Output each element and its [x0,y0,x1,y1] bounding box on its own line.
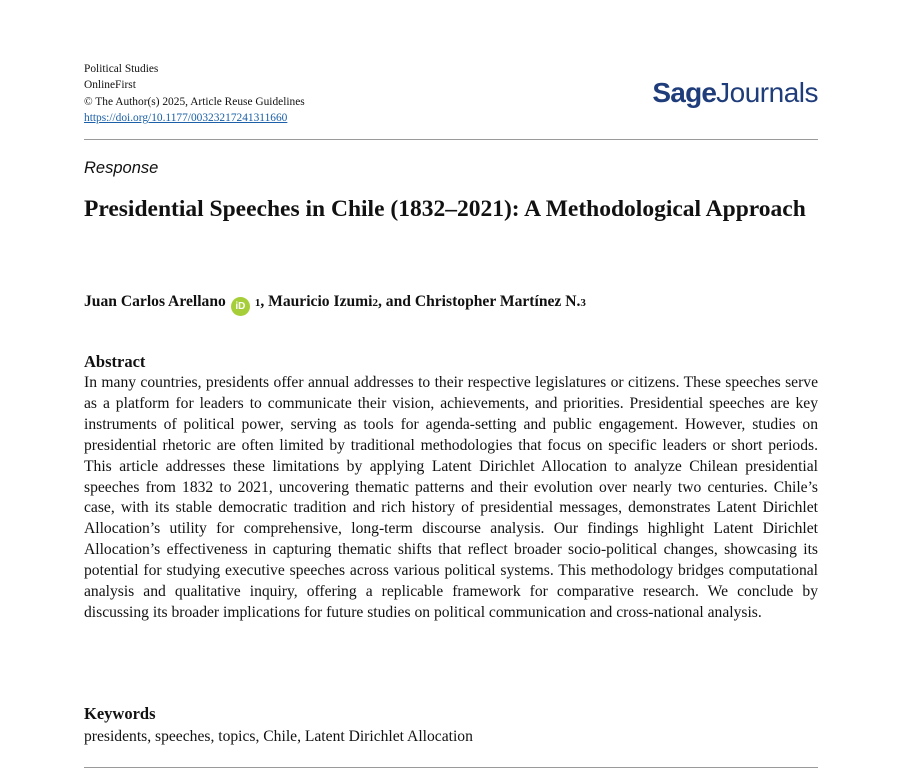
keywords-list: presidents, speeches, topics, Chile, Latent Dirichlet Allocation [84,728,473,745]
abstract-heading: Abstract [84,352,146,371]
journal-meta [84,61,305,126]
copyright-notice[interactable]: © The Author(s) 2025, Article Reuse Guidelines [84,95,305,108]
article-page [84,0,818,780]
brand-secondary: Journals [716,77,818,108]
journal-name: Political Studies [84,63,159,75]
article-header [84,61,818,131]
abstract-text: In many countries, presidents offer annual addresses to their respective legislatures or citizens. These speeches serve as a platform for leaders to communicate their vision, achievements, and priorities. Presidential speeches are key instruments of political power, serving as tools for agenda-setting and public engagement. However, studies on presidential rhetoric are often limited by traditional methodologies that focus on specific leaders or short periods. This article addresses these limitations by applying Latent Dirichlet Allocation to analyze Chilean presidential speeches from 1832 to 2021, uncovering thematic patterns and their evolution over nearly two centuries. Chile’s case, with its stable democratic tradition and rich history of presidential messages, demonstrates Latent Dirichlet Allocation’s utility for comprehensive, long-term discourse analysis. Our findings highlight Latent Dirichlet Allocation’s effectiveness in capturing thematic shifts that reflect broader socio-political changes, showcasing its potential for studying executive speeches across various political systems. This methodology bridges computational analysis and qualitative inquiry, offering a replicable framework for comparative research. We conclude by discussing its broader implications for future studies on political communication and cross-national analysis. [84,374,818,621]
author-name[interactable]: Juan Carlos Arellano [84,293,226,310]
orcid-icon[interactable]: iD [231,297,250,316]
article-type: Response [84,159,159,177]
doi-link[interactable]: https://doi.org/10.1177/00323217241311660 [84,111,288,124]
author-list: Juan Carlos Arellano iD 1 , Mauricio Izumi 2 , and Christopher Martínez N. 3 [84,293,586,313]
section-divider [84,767,818,768]
sage-journals-logo[interactable] [652,77,818,109]
author-name[interactable]: , and Christopher Martínez N. [377,293,581,310]
author-name[interactable]: , Mauricio Izumi [260,293,373,310]
brand-primary: Sage [652,77,717,108]
article-title: Presidential Speeches in Chile (1832–2021): A Methodological Approach [84,196,806,222]
keywords-heading: Keywords [84,704,156,723]
publication-status: OnlineFirst [84,79,136,92]
header-divider [84,139,818,140]
